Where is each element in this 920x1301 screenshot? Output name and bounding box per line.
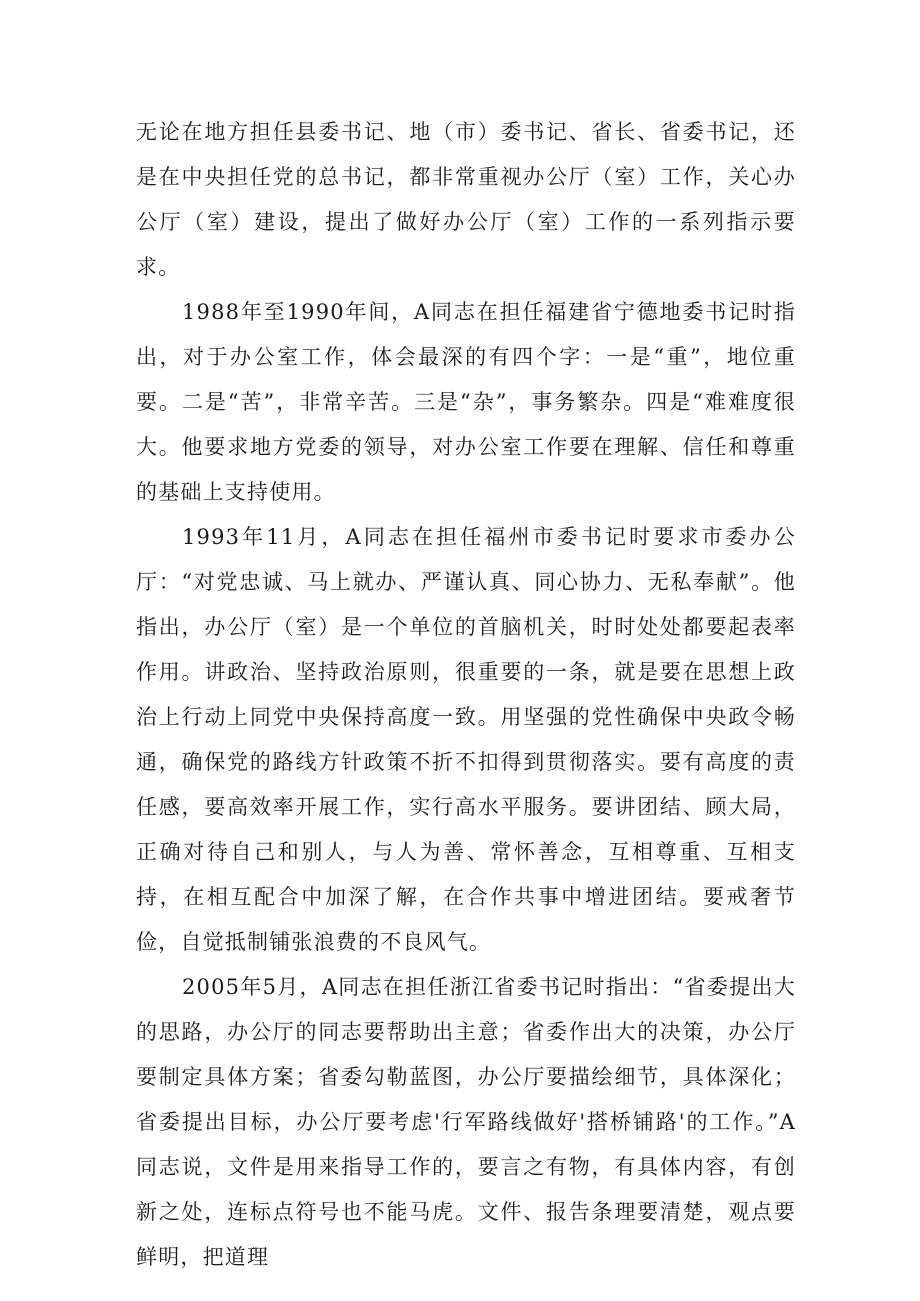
paragraph-1: 无论在地方担任县委书记、地（市）委书记、省长、省委书记，还是在中央担任党的总书记，都非常重视办公厅（室）工作，关心办公厅（室）建设，提出了做好办公厅（室）工作的一系列指示要求。 (136, 120, 796, 279)
paragraph-3: 1993年11月，A同志在担任福州市委书记时要求市委办公厅：“对党忠诚、马上就办、严谨认真、同心协力、无私奉献”。他指出，办公厅（室）是一个单位的首脑机关，时时处处都要起表率作用。讲政治、坚持政治原则，很重要的一条，就是要在思想上政治上行动上同党中央保持高度一致。用坚强的党性确保中央政令畅通，确保党的路线方针政策不折不扣得到贯彻落实。要有高度的责任感，要高效率开展工作，实行高水平服务。要讲团结、顾大局，正确对待自己和别人，与人为善、常怀善念，互相尊重、互相支持，在相互配合中加深了解，在合作共事中增进团结。要戒奢节俭，自觉抵制铺张浪费的不良风气。 (136, 525, 796, 954)
document-body (136, 110, 796, 1280)
paragraph-4: 2005年5月，A同志在担任浙江省委书记时指出：“省委提出大的思路，办公厅的同志要帮助出主意；省委作出大的决策，办公厅要制定具体方案；省委勾勒蓝图，办公厅要描绘细节，具体深化；省委提出目标，办公厅要考虑'行军路线做好'搭桥铺路'的工作。”A同志说，文件是用来指导工作的，要言之有物，有具体内容，有创新之处，连标点符号也不能马虎。文件、报告条理要清楚，观点要鲜明，把道理 (136, 975, 796, 1269)
paragraph-2: 1988年至1990年间，A同志在担任福建省宁德地委书记时指出，对于办公室工作，体会最深的有四个字：一是“重”，地位重要。二是“苦”，非常辛苦。三是“杂”，事务繁杂。四是“难难度很大。他要求地方党委的领导，对办公室工作要在理解、信任和尊重的基础上支持使用。 (136, 300, 796, 504)
